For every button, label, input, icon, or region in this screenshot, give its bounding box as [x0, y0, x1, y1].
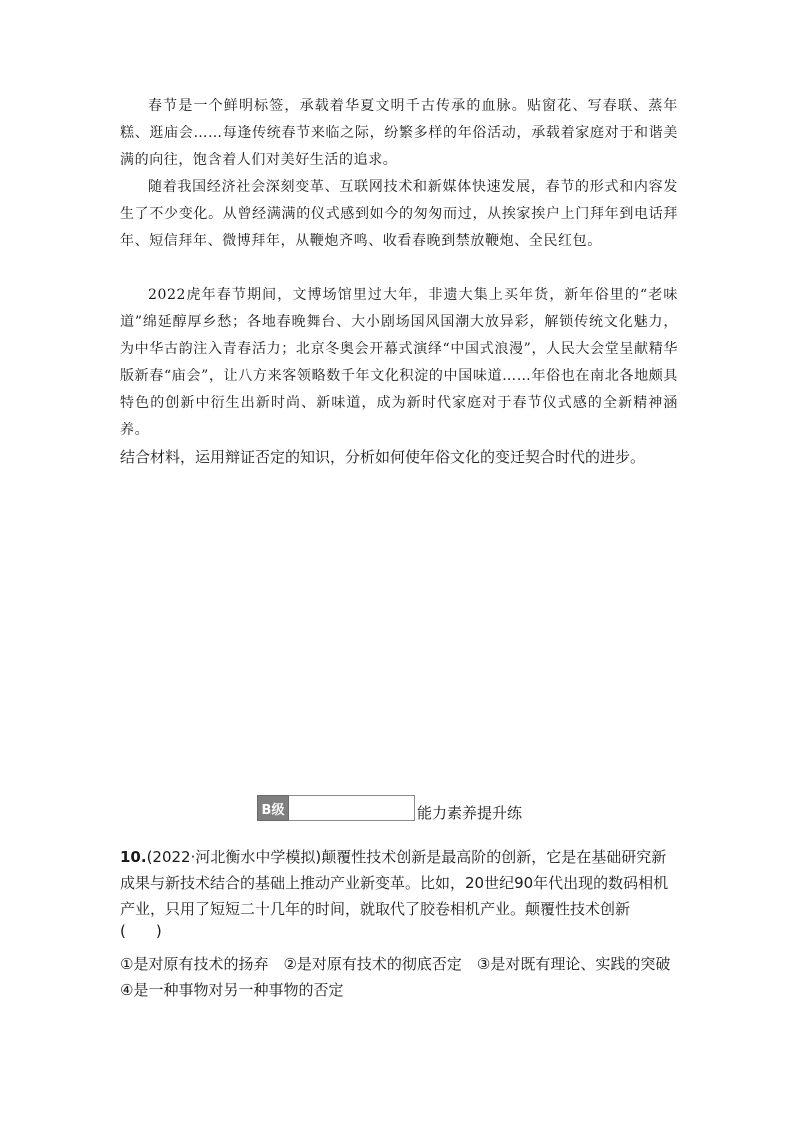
material-paragraph-3: 2022虎年春节期间，文博场馆里过大年，非遗大集上买年货，新年俗里的“老味道”绵延醇厚乡愁；各地春晚舞台、大小剧场国风国潮大放异彩，解锁传统文化魅力，为中华古韵注入青春活力；北京冬奥会开幕式演绎“中国式浪漫”，人民大会堂呈献精华版新春“庙会”，让八方来客领略数千年文化积淀的中国味道……年俗也在南北各地颇具特色的创新中衍生出新时尚、新味道，成为新时代家庭对于春节仪式感的全新精神涵养。: [120, 287, 678, 438]
question-number: 10.: [120, 848, 147, 866]
question-prompt: 结合材料，运用辩证否定的知识，分析如何使年俗文化的变迁契合时代的进步。: [120, 448, 646, 466]
question-options: ①是对原有技术的扬弃 ②是对原有技术的彻底否定 ③是对既有理论、实践的突破 ④是一种事物对另一种事物的否定: [120, 955, 686, 999]
level-badge: B级: [257, 795, 289, 821]
question-stem: 颠覆性技术创新是最高阶的创新，它是在基础研究新成果与新技术结合的基础上推动产业新变革。比如，20世纪90年代出现的数码相机产业，只用了短短二十几年的时间，就取代了胶卷相机产业。颠覆性技术创新: [120, 848, 669, 918]
question-source: (2022·河北衡水中学模拟): [146, 848, 322, 866]
material-paragraph-2: 随着我国经济社会深刻变革、互联网技术和新媒体快速发展，春节的形式和内容发生了不少变化。从曾经满满的仪式感到如今的匆匆而过，从挨家挨户上门拜年到电话拜年、短信拜年、微博拜年，从鞭炮齐鸣、收看春晚到禁放鞭炮、全民红包。: [120, 179, 678, 249]
material-paragraph-1: 春节是一个鲜明标签，承载着华夏文明千古传承的血脉。贴窗花、写春联、蒸年糕、逛庙会……每逢传统春节来临之际，纷繁多样的年俗活动，承载着家庭对于和谐美满的向往，饱含着人们对美好生活的追求。: [120, 98, 678, 168]
level-badge-box: [289, 795, 415, 821]
answer-blank: ( ): [120, 922, 162, 940]
level-section-header: [257, 795, 522, 821]
question-10: [120, 844, 680, 922]
level-title: 能力素养提升练: [417, 803, 523, 822]
